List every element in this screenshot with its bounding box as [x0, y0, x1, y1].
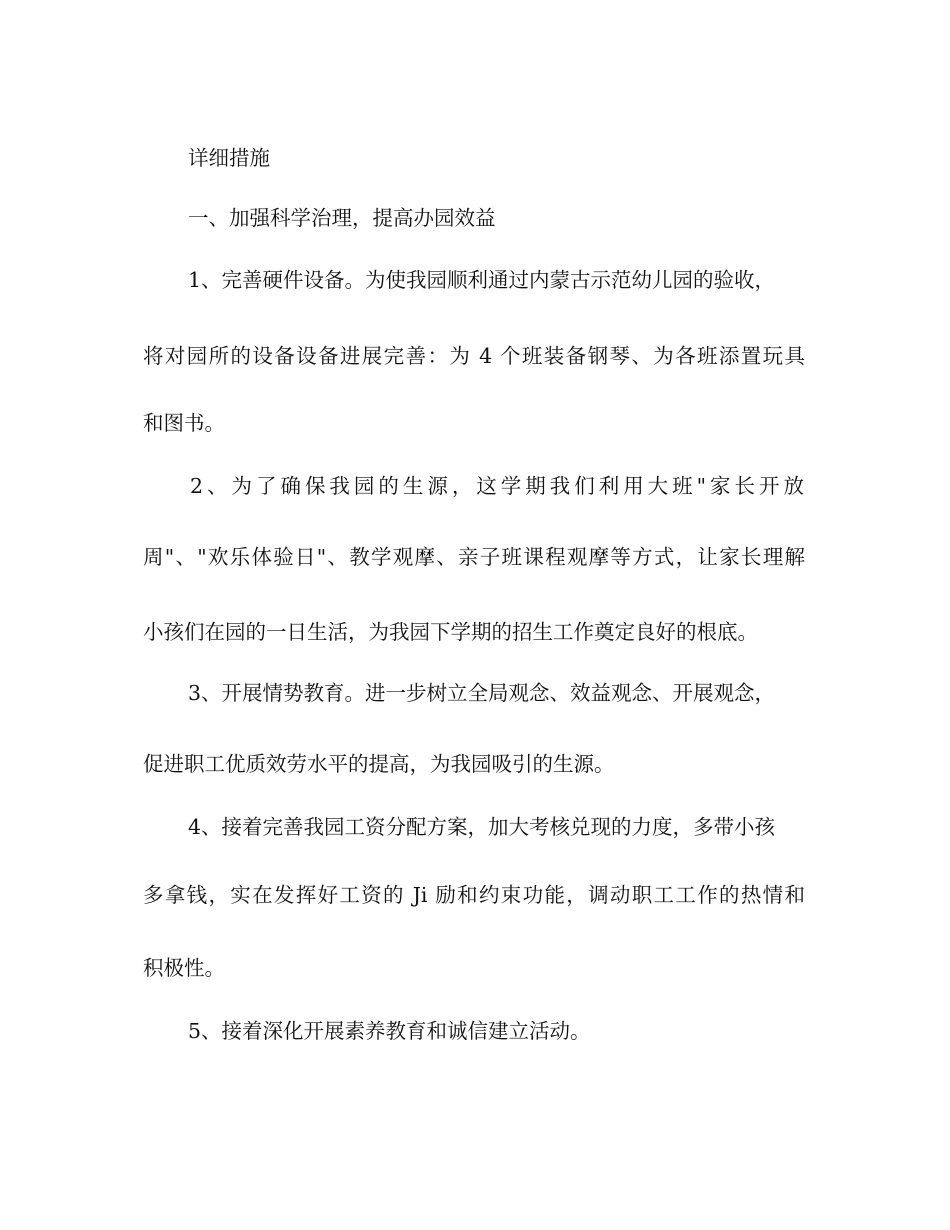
paragraph-line: 4、接着完善我园工资分配方案，加大考核兑现的力度，多带小孩 [188, 815, 776, 839]
document-heading: 详细措施 [188, 146, 270, 170]
paragraph-line: 和图书。 [143, 411, 225, 435]
paragraph-line: 3、开展情势教育。进一步树立全局观念、效益观念、开展观念， [188, 681, 776, 705]
paragraph-line: 积极性。 [143, 956, 225, 980]
paragraph-line: 将对园所的设备设备进展完善：为 4 个班装备钢琴、为各班添置玩具 [143, 344, 805, 368]
paragraph-line: 1、完善硬件设备。为使我园顺利通过内蒙古示范幼儿园的验收， [188, 268, 776, 292]
section-title: 一、加强科学治理，提高办园效益 [188, 206, 496, 230]
paragraph-line: 小孩们在园的一日生活，为我园下学期的招生工作奠定良好的根底。 [143, 620, 758, 644]
paragraph-line: 5、接着深化开展素养教育和诚信建立活动。 [188, 1019, 591, 1043]
paragraph-line: 周"、"欢乐体验日"、教学观摩、亲子班课程观摩等方式，让家长理解 [143, 545, 805, 569]
paragraph-line: 2、为了确保我园的生源，这学期我们利用大班"家长开放 [190, 474, 804, 498]
paragraph-line: 多拿钱，实在发挥好工资的 Ji 励和约束功能，调动职工工作的热情和 [143, 883, 805, 907]
paragraph-line: 促进职工优质效劳水平的提高，为我园吸引的生源。 [143, 752, 615, 776]
